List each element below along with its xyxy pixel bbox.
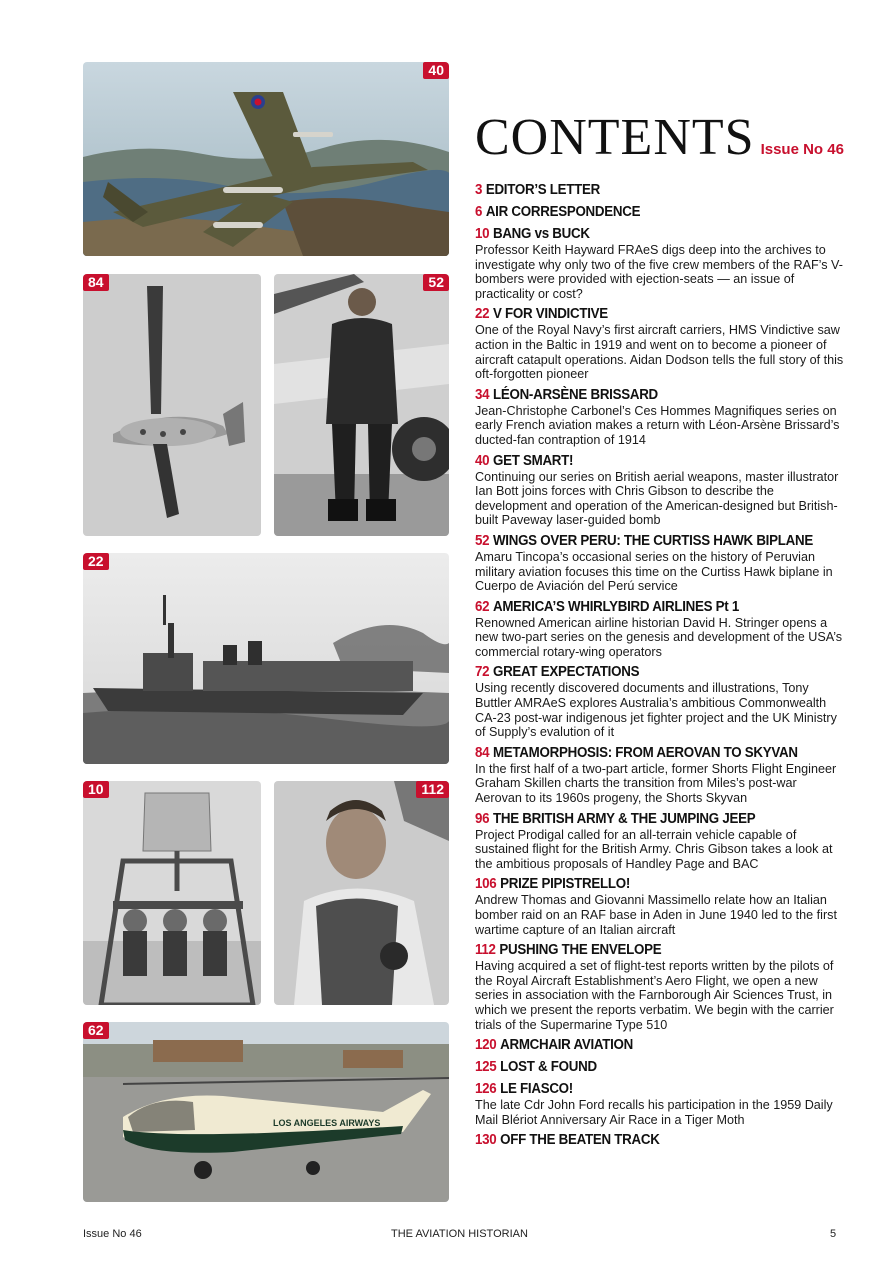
entry-description: One of the Royal Navy’s first aircraft carriers, HMS Vindictive saw action in the Baltic in 1919 and went on to become a pioneer of aircraft catapult operations. Aidan Dodson tells the full story of this oft-forgotten pioneer <box>475 323 844 382</box>
entry-description: The late Cdr John Ford recalls his participation in the 1959 Daily Mail Blériot Anniversary Air Race in a Tiger Moth <box>475 1098 833 1127</box>
page-number: 34 <box>475 386 490 403</box>
entry-title: PUSHING THE ENVELOPE <box>499 942 662 959</box>
contents-header <box>475 108 844 168</box>
photo-ejection-rig <box>83 781 261 1005</box>
page-number: 106 <box>475 876 497 893</box>
toc-entry[interactable] <box>475 876 845 937</box>
entry-description: Andrew Thomas and Giovanni Massimello relate how an Italian bomber raid on an RAF base in Aden in June 1940 led to the first wartime capture of an Italian aircraft <box>475 893 837 937</box>
page-number: 10 <box>475 226 490 242</box>
photo-flying-machine <box>83 274 261 536</box>
helicopter-livery: LOS ANGELES AIRWAYS <box>273 1118 381 1128</box>
entry-description: Renowned American airline historian David H. Stringer opens a new two-part series on the genesis and development of the USA’s commercial rotary-wing operators <box>475 615 843 659</box>
photo-badge: 112 <box>416 781 449 798</box>
page-number: 40 <box>475 452 490 469</box>
entry-description: In the first half of a two-part article, former Shorts Flight Engineer Graham Skillen charts the transition from Miles’s post-war Aerovan to its 1960s progeny, the Shorts Skyvan <box>475 761 837 806</box>
entry-title: BANG vs BUCK <box>492 226 590 242</box>
table-of-contents <box>475 182 845 1154</box>
footer-issue: Issue No 46 <box>83 1228 142 1240</box>
toc-entry[interactable] <box>475 453 845 528</box>
photo-aircraft-carrier <box>83 553 449 764</box>
entry-title: WINGS OVER PERU: THE CURTISS HAWK BIPLANE <box>492 532 813 549</box>
page-number: 72 <box>475 664 490 681</box>
toc-entry[interactable] <box>475 182 845 199</box>
entry-title: GET SMART! <box>492 452 574 469</box>
photo-badge: 52 <box>423 274 449 291</box>
footer-page-number: 5 <box>830 1228 837 1240</box>
footer-magazine-title: THE AVIATION HISTORIAN <box>391 1228 528 1240</box>
page-number: 112 <box>475 942 496 959</box>
entry-title: LÉON-ARSÈNE BRISSARD <box>492 386 658 403</box>
photo-badge: 40 <box>423 62 449 79</box>
photo-helicopter <box>83 1022 449 1202</box>
entry-description: Continuing our series on British aerial weapons, master illustrator Ian Bott joins forces with Chris Gibson to describe the development and operation of the American-designed but British-built Paveway laser-guided bomb <box>475 469 839 528</box>
page-number: 3 <box>475 182 483 198</box>
issue-label: Issue No 46 <box>760 141 844 158</box>
toc-entry[interactable] <box>475 1081 845 1127</box>
photo-pilot <box>274 274 449 536</box>
entry-description: Project Prodigal called for an all-terrain vehicle capable of sustained flight for the British Army. Chris Gibson takes a look at the ambitious proposals of Handley Page and BAC <box>475 827 833 871</box>
page-number: 52 <box>475 532 490 549</box>
entry-title: LOST & FOUND <box>500 1059 597 1076</box>
entry-title: V FOR VINDICTIVE <box>492 306 608 323</box>
page-number: 6 <box>475 204 483 220</box>
photo-badge: 10 <box>83 781 109 798</box>
page-number: 125 <box>475 1059 497 1076</box>
entry-description: Using recently discovered documents and illustrations, Tony Buttler AMRAeS explores Australia’s ambitious Commonwealth CA-23 post-war indigenous jet fighter project and the UK Ministry of Supply’s evalution of it <box>475 681 837 740</box>
toc-entry[interactable] <box>475 1132 845 1149</box>
entry-title: OFF THE BEATEN TRACK <box>500 1132 660 1149</box>
entry-title: PRIZE PIPISTRELLO! <box>500 876 631 893</box>
toc-entry[interactable] <box>475 811 845 872</box>
entry-description: Professor Keith Hayward FRAeS digs deep into the archives to investigate why only two of the five crew members of the RAF’s V-bombers were provided with ejection-seats — an issue of practicality or cost? <box>475 243 843 301</box>
toc-entry[interactable] <box>475 306 845 381</box>
entry-title: ARMCHAIR AVIATION <box>500 1037 634 1054</box>
page-number: 22 <box>475 306 490 323</box>
entry-title: AIR CORRESPONDENCE <box>485 204 641 220</box>
page-number: 126 <box>475 1081 497 1098</box>
page-number: 96 <box>475 810 490 827</box>
entry-description: Jean-Christophe Carbonel’s Ces Hommes Magnifiques series on early French aviation makes a return with Léon-Arsène Brissard’s ducted-fan contraption of 1914 <box>475 403 840 447</box>
photo-jet-fighter <box>83 62 449 256</box>
toc-entry[interactable] <box>475 204 845 221</box>
entry-title: GREAT EXPECTATIONS <box>492 664 640 681</box>
photo-badge: 22 <box>83 553 109 570</box>
toc-entry[interactable] <box>475 226 845 301</box>
photo-test-pilot <box>274 781 449 1005</box>
page-title: CONTENTS <box>475 109 755 166</box>
toc-entry[interactable] <box>475 942 845 1032</box>
entry-title: EDITOR’S LETTER <box>485 182 601 198</box>
page-number: 130 <box>475 1132 497 1149</box>
toc-entry[interactable] <box>475 745 845 806</box>
page-number: 120 <box>475 1037 497 1054</box>
entry-title: THE BRITISH ARMY & THE JUMPING JEEP <box>492 810 756 827</box>
page-number: 62 <box>475 598 490 615</box>
toc-entry[interactable] <box>475 599 845 660</box>
toc-entry[interactable] <box>475 664 845 739</box>
entry-title: METAMORPHOSIS: FROM AEROVAN TO SKYVAN <box>492 744 798 761</box>
toc-entry[interactable] <box>475 387 845 448</box>
toc-entry[interactable] <box>475 1037 845 1054</box>
photo-badge: 62 <box>83 1022 109 1039</box>
entry-title: LE FIASCO! <box>500 1081 573 1098</box>
toc-entry[interactable] <box>475 1059 845 1076</box>
entry-description: Having acquired a set of flight-test reports written by the pilots of the Royal Aircraft Establishment’s Aero Flight, we open a new series in association with the Farnborough Air Sciences Trust, in which we present the reports verbatim. We begin with the carrier trials of the Supermarine Type 510 <box>475 959 834 1032</box>
page-number: 84 <box>475 744 490 761</box>
entry-title: AMERICA’S WHIRLYBIRD AIRLINES Pt 1 <box>492 598 740 615</box>
photo-badge: 84 <box>83 274 109 291</box>
toc-entry[interactable] <box>475 533 845 594</box>
entry-description: Amaru Tincopa’s occasional series on the history of Peruvian military aviation focuses this time on the Curtiss Hawk biplane in Cuerpo de Aviación del Perú service <box>475 549 833 594</box>
